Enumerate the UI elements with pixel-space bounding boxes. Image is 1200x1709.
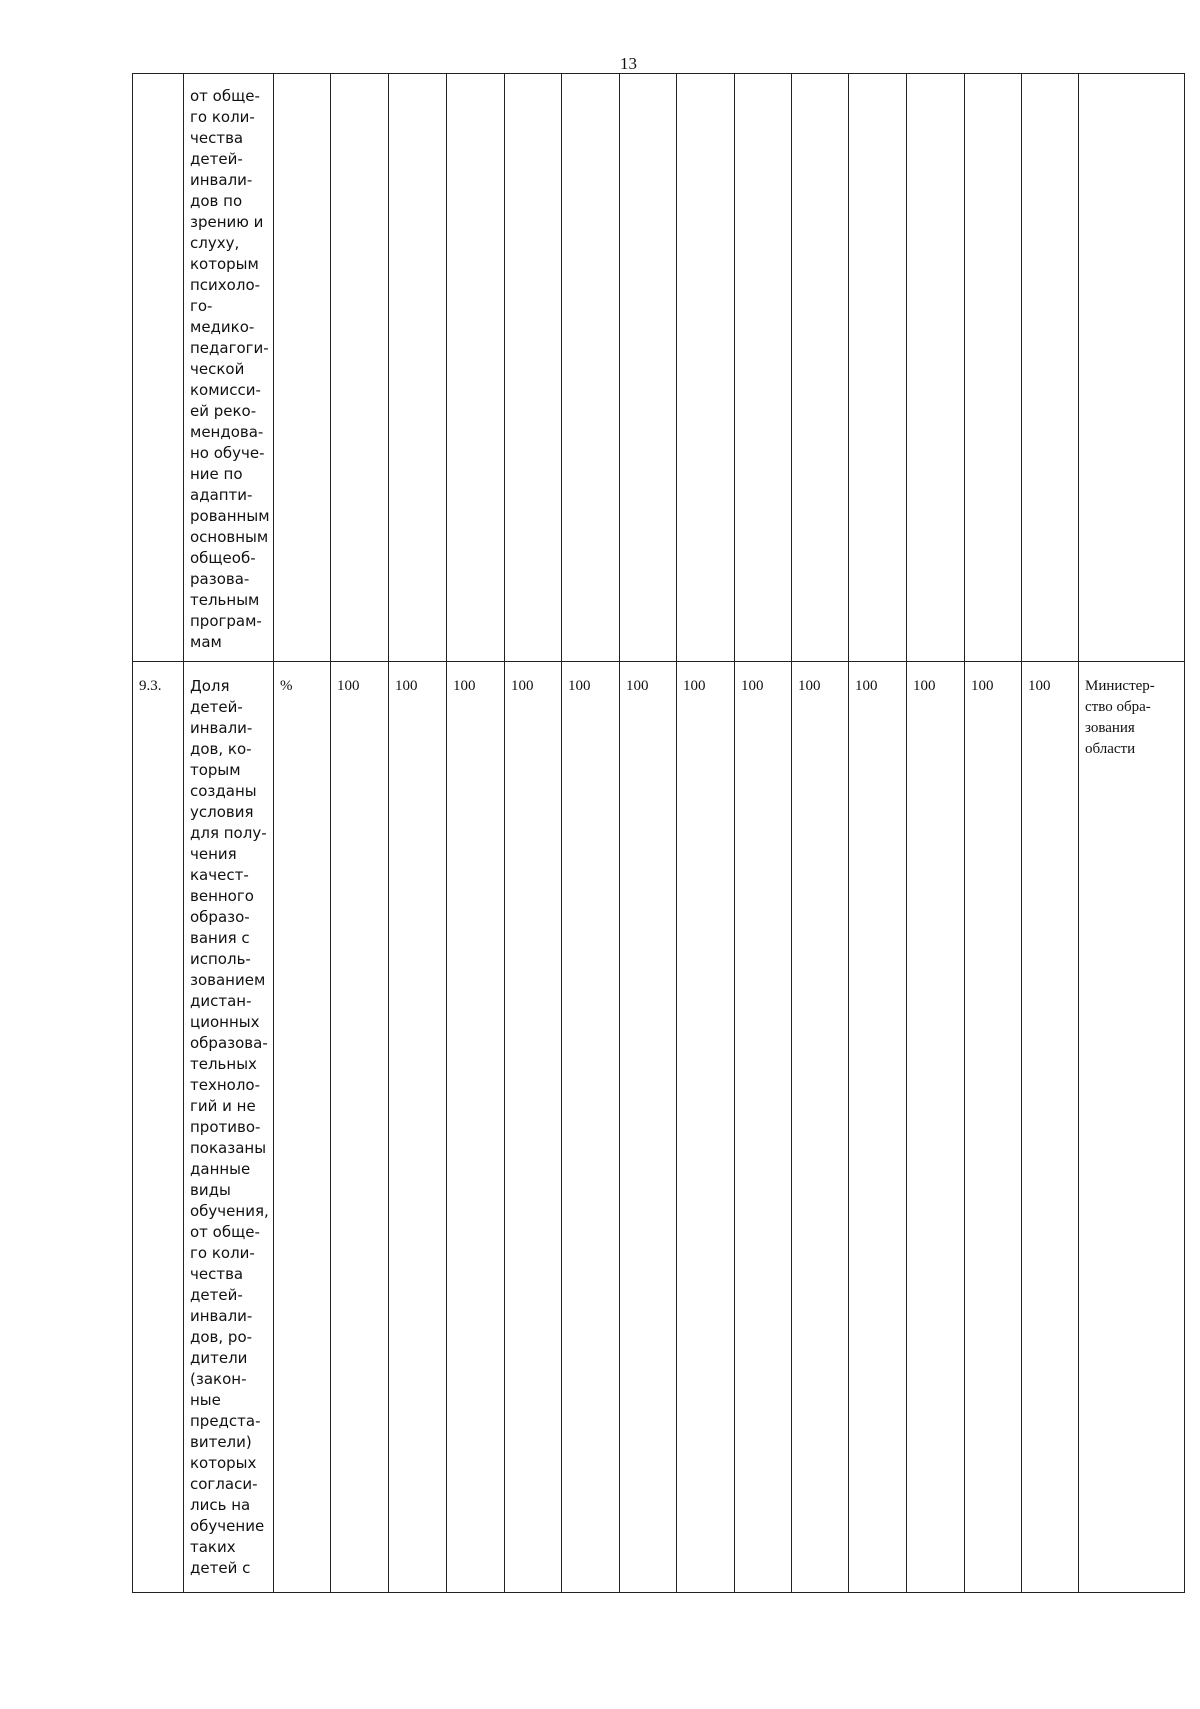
value-cell	[735, 74, 792, 662]
responsible-cell	[1079, 74, 1185, 662]
value-cell: 100	[447, 662, 505, 1593]
value-cell	[677, 74, 735, 662]
value-cell	[505, 74, 562, 662]
value-cell	[331, 74, 389, 662]
value-cell: 100	[1022, 662, 1079, 1593]
indicator-name-cell	[184, 74, 274, 662]
value-cell	[792, 74, 849, 662]
value-cell: 100	[965, 662, 1022, 1593]
value-cell	[1022, 74, 1079, 662]
row-number-cell	[133, 74, 184, 662]
responsible-cell: Министер- ство обра- зования области	[1079, 662, 1185, 1593]
value-cell: 100	[677, 662, 735, 1593]
unit-cell: %	[274, 662, 331, 1593]
value-cell: 100	[849, 662, 907, 1593]
page-number: 13	[620, 54, 637, 73]
value-cell	[907, 74, 965, 662]
value-cell: 100	[389, 662, 447, 1593]
value-cell	[965, 74, 1022, 662]
row-number-cell: 9.3.	[133, 662, 184, 1593]
value-cell	[849, 74, 907, 662]
table-row-continuation	[133, 74, 1185, 662]
value-cell: 100	[735, 662, 792, 1593]
indicator-name-cell	[184, 662, 274, 1593]
unit-cell	[274, 74, 331, 662]
indicator-name-text: от обще- го коли- чества детей- инвали- дов по зрению и слуху, которым психоло- го- медико- педагоги- ческой комисси- ей реко- мендова- но обуче- ние по адапти- рованным основным общеоб- разова- тельным програм- мам	[190, 87, 270, 651]
value-cell: 100	[792, 662, 849, 1593]
value-cell: 100	[562, 662, 620, 1593]
value-cell: 100	[331, 662, 389, 1593]
table-row-9-3	[133, 662, 1185, 1593]
value-cell: 100	[620, 662, 677, 1593]
value-cell	[620, 74, 677, 662]
value-cell	[562, 74, 620, 662]
indicator-name-text: Доля детей- инвали- дов, ко- торым созданы условия для полу- чения качест- венного образо- вания с исполь- зованием дистан- ционных образова- тельных техноло- гий и не противо- показаны данные виды обучения, от обще- го коли- чества детей- инвали- дов, ро- дители (закон- ные предста- вители) которых согласи- лись на обучение таких детей с	[190, 677, 269, 1577]
value-cell: 100	[505, 662, 562, 1593]
value-cell	[447, 74, 505, 662]
indicator-table	[132, 73, 1185, 1593]
value-cell: 100	[907, 662, 965, 1593]
value-cell	[389, 74, 447, 662]
